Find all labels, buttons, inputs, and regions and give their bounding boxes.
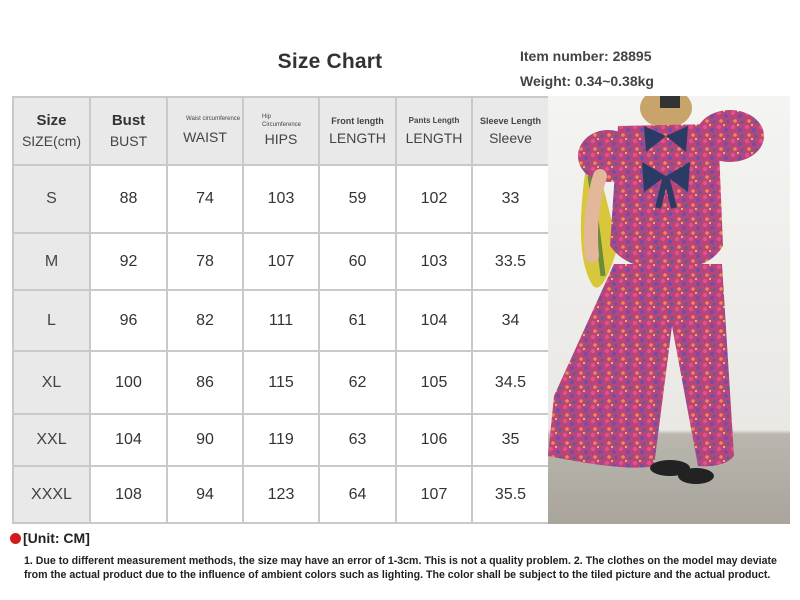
- bust-cell: 96: [90, 290, 167, 351]
- hips-cell: 123: [243, 466, 319, 523]
- pants-length-cell: 104: [396, 290, 472, 351]
- front-length-cell: 62: [319, 351, 396, 414]
- pants-length-cell: 105: [396, 351, 472, 414]
- unit-label: [Unit: CM]: [23, 530, 90, 546]
- measurement-note: 1. Due to different measurement methods, the size may have an error of 1-3cm. This is not a quality problem. 2. The clothes on the model may deviate from the actual product due to the influence of ambient colors such as lighting. The color shall be subject to the tiled picture and the actual product.: [24, 555, 777, 581]
- sleeve-cell: 35.5: [472, 466, 549, 523]
- table-row: [13, 351, 549, 414]
- waist-cell: 74: [167, 165, 243, 233]
- bust-cell: 108: [90, 466, 167, 523]
- header-waist: Waist circumference WAIST: [167, 97, 243, 165]
- bust-cell: 104: [90, 414, 167, 466]
- front-length-cell: 60: [319, 233, 396, 290]
- sleeve-cell: 33: [472, 165, 549, 233]
- red-dot-icon: [10, 533, 21, 544]
- size-cell: S: [13, 165, 90, 233]
- front-length-cell: 61: [319, 290, 396, 351]
- size-cell: M: [13, 233, 90, 290]
- bust-cell: 88: [90, 165, 167, 233]
- front-length-cell: 64: [319, 466, 396, 523]
- model-photo: [548, 96, 790, 524]
- sleeve-cell: 33.5: [472, 233, 549, 290]
- size-table: [12, 96, 550, 524]
- header-size: Size SIZE(cm): [13, 97, 90, 165]
- waist-cell: 94: [167, 466, 243, 523]
- hips-cell: 119: [243, 414, 319, 466]
- pants-length-cell: 106: [396, 414, 472, 466]
- size-cell: XL: [13, 351, 90, 414]
- item-number: Item number: 28895: [520, 48, 652, 64]
- header-pants-length: Pants Length LENGTH: [396, 97, 472, 165]
- waist-cell: 82: [167, 290, 243, 351]
- hips-cell: 111: [243, 290, 319, 351]
- header-hips: Hip Circumference HIPS: [243, 97, 319, 165]
- size-cell: L: [13, 290, 90, 351]
- front-length-cell: 59: [319, 165, 396, 233]
- header-sleeve-length: Sleeve Length Sleeve: [472, 97, 549, 165]
- hips-cell: 115: [243, 351, 319, 414]
- bust-cell: 92: [90, 233, 167, 290]
- pants-length-cell: 102: [396, 165, 472, 233]
- pants-length-cell: 107: [396, 466, 472, 523]
- table-header-row: [13, 97, 549, 165]
- sleeve-cell: 35: [472, 414, 549, 466]
- unit-indicator: [10, 530, 90, 546]
- hips-cell: 103: [243, 165, 319, 233]
- table-row: [13, 165, 549, 233]
- size-cell: XXXL: [13, 466, 90, 523]
- hips-cell: 107: [243, 233, 319, 290]
- table-row: [13, 290, 549, 351]
- sleeve-cell: 34.5: [472, 351, 549, 414]
- front-length-cell: 63: [319, 414, 396, 466]
- waist-cell: 78: [167, 233, 243, 290]
- size-chart-title: Size Chart: [277, 50, 383, 73]
- model-photo-illustration: [548, 96, 790, 524]
- header-front-length: Front length LENGTH: [319, 97, 396, 165]
- header-bust: Bust BUST: [90, 97, 167, 165]
- table-row: [13, 233, 549, 290]
- pants-length-cell: 103: [396, 233, 472, 290]
- table-row: [13, 414, 549, 466]
- size-cell: XXL: [13, 414, 90, 466]
- bust-cell: 100: [90, 351, 167, 414]
- sleeve-cell: 34: [472, 290, 549, 351]
- table-row: [13, 466, 549, 523]
- waist-cell: 90: [167, 414, 243, 466]
- item-weight: Weight: 0.34~0.38kg: [520, 73, 654, 89]
- waist-cell: 86: [167, 351, 243, 414]
